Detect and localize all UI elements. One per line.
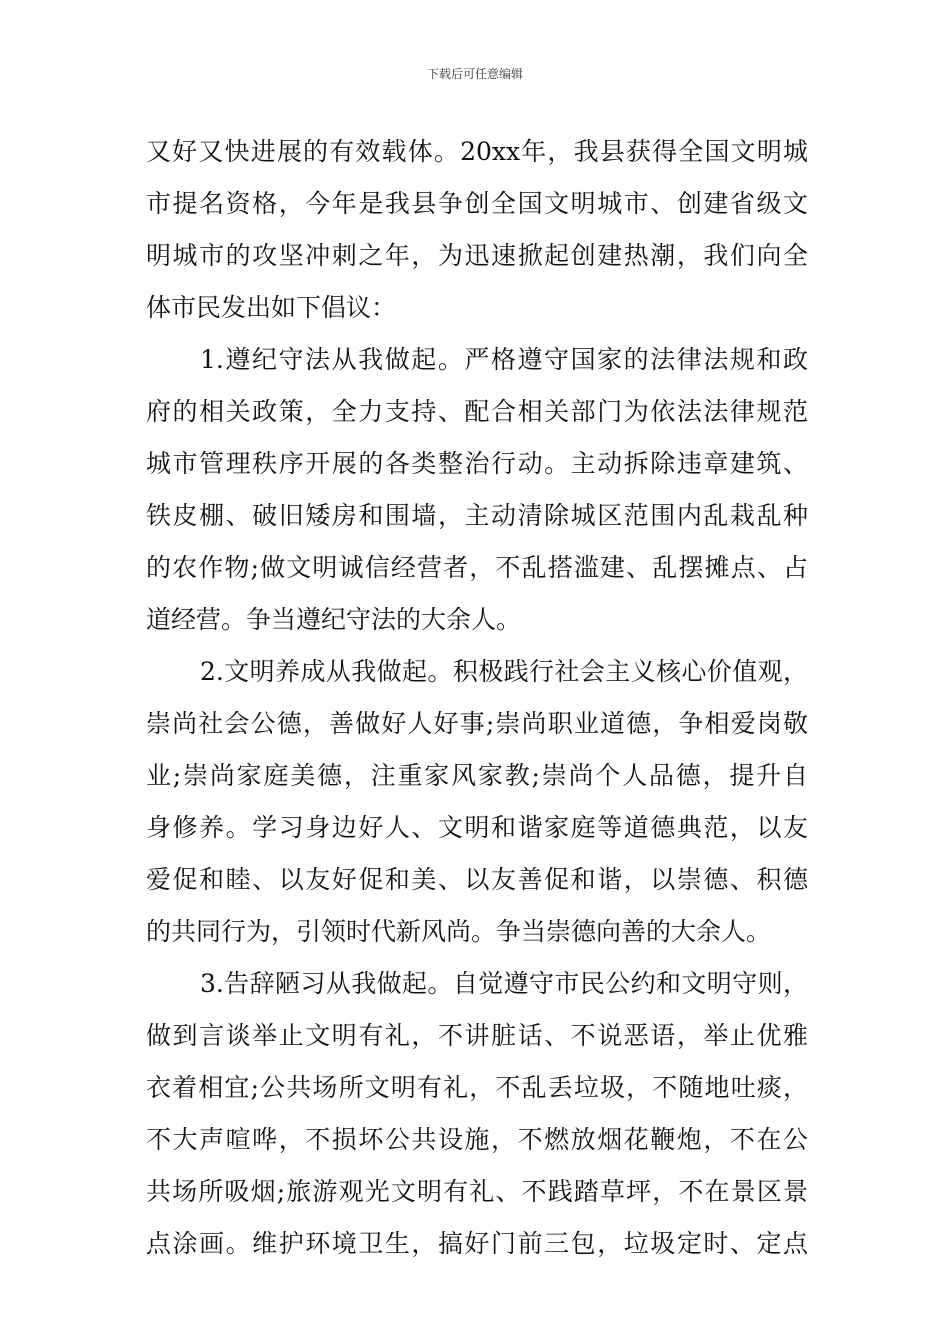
text-line: 衣着相宜;公共场所文明有礼，不乱丢垃圾，不随地吐痰，	[146, 1073, 808, 1102]
text-line: 2.文明养成从我做起。积极践行社会主义核心价值观，	[200, 657, 808, 686]
text-line: 3.告辞陋习从我做起。自觉遵守市民公约和文明守则，	[200, 969, 808, 998]
text-line: 铁皮棚、破旧矮房和围墙，主动清除城区范围内乱栽乱种	[146, 501, 808, 530]
text-line: 身修养。学习身边好人、文明和谐家庭等道德典范，以友	[146, 813, 808, 842]
paragraph-item-1	[146, 334, 808, 646]
text-line: 道经营。争当遵纪守法的大余人。	[146, 605, 522, 634]
paragraph-intro	[146, 126, 808, 334]
text-line: 体市民发出如下倡议：	[146, 293, 397, 322]
text-line: 1.遵纪守法从我做起。严格遵守国家的法律法规和政	[200, 345, 808, 374]
text-line: 共场所吸烟;旅游观光文明有礼、不践踏草坪，不在景区景	[146, 1177, 808, 1206]
text-line: 城市管理秩序开展的各类整治行动。主动拆除违章建筑、	[146, 449, 808, 478]
text-line: 点涂画。维护环境卫生，搞好门前三包，垃圾定时、定点	[146, 1229, 808, 1258]
text-line: 不大声喧哗，不损坏公共设施，不燃放烟花鞭炮，不在公	[146, 1125, 808, 1154]
text-line: 的共同行为，引领时代新风尚。争当崇德向善的大余人。	[146, 917, 772, 946]
text-line: 明城市的攻坚冲刺之年，为迅速掀起创建热潮，我们向全	[146, 241, 808, 270]
text-line: 崇尚社会公德，善做好人好事;崇尚职业道德，争相爱岗敬	[146, 709, 808, 738]
text-line: 的农作物;做文明诚信经营者，不乱搭滥建、乱摆摊点、占	[146, 553, 808, 582]
text-line: 做到言谈举止文明有礼，不讲脏话、不说恶语，举止优雅	[146, 1021, 808, 1050]
text-line: 业;崇尚家庭美德，注重家风家教;崇尚个人品德，提升自	[146, 761, 808, 790]
text-line: 府的相关政策，全力支持、配合相关部门为依法法律规范	[146, 397, 808, 426]
paragraph-item-3	[146, 958, 808, 1270]
paragraph-item-2	[146, 646, 808, 958]
page-header: 下载后可任意编辑	[426, 67, 523, 81]
text-line: 市提名资格，今年是我县争创全国文明城市、创建省级文	[146, 189, 808, 218]
text-line: 爱促和睦、以友好促和美、以友善促和谐，以崇德、积德	[146, 865, 808, 894]
text-line: 又好又快进展的有效载体。20xx年，我县获得全国文明城	[146, 137, 808, 166]
document-body	[146, 126, 808, 1270]
